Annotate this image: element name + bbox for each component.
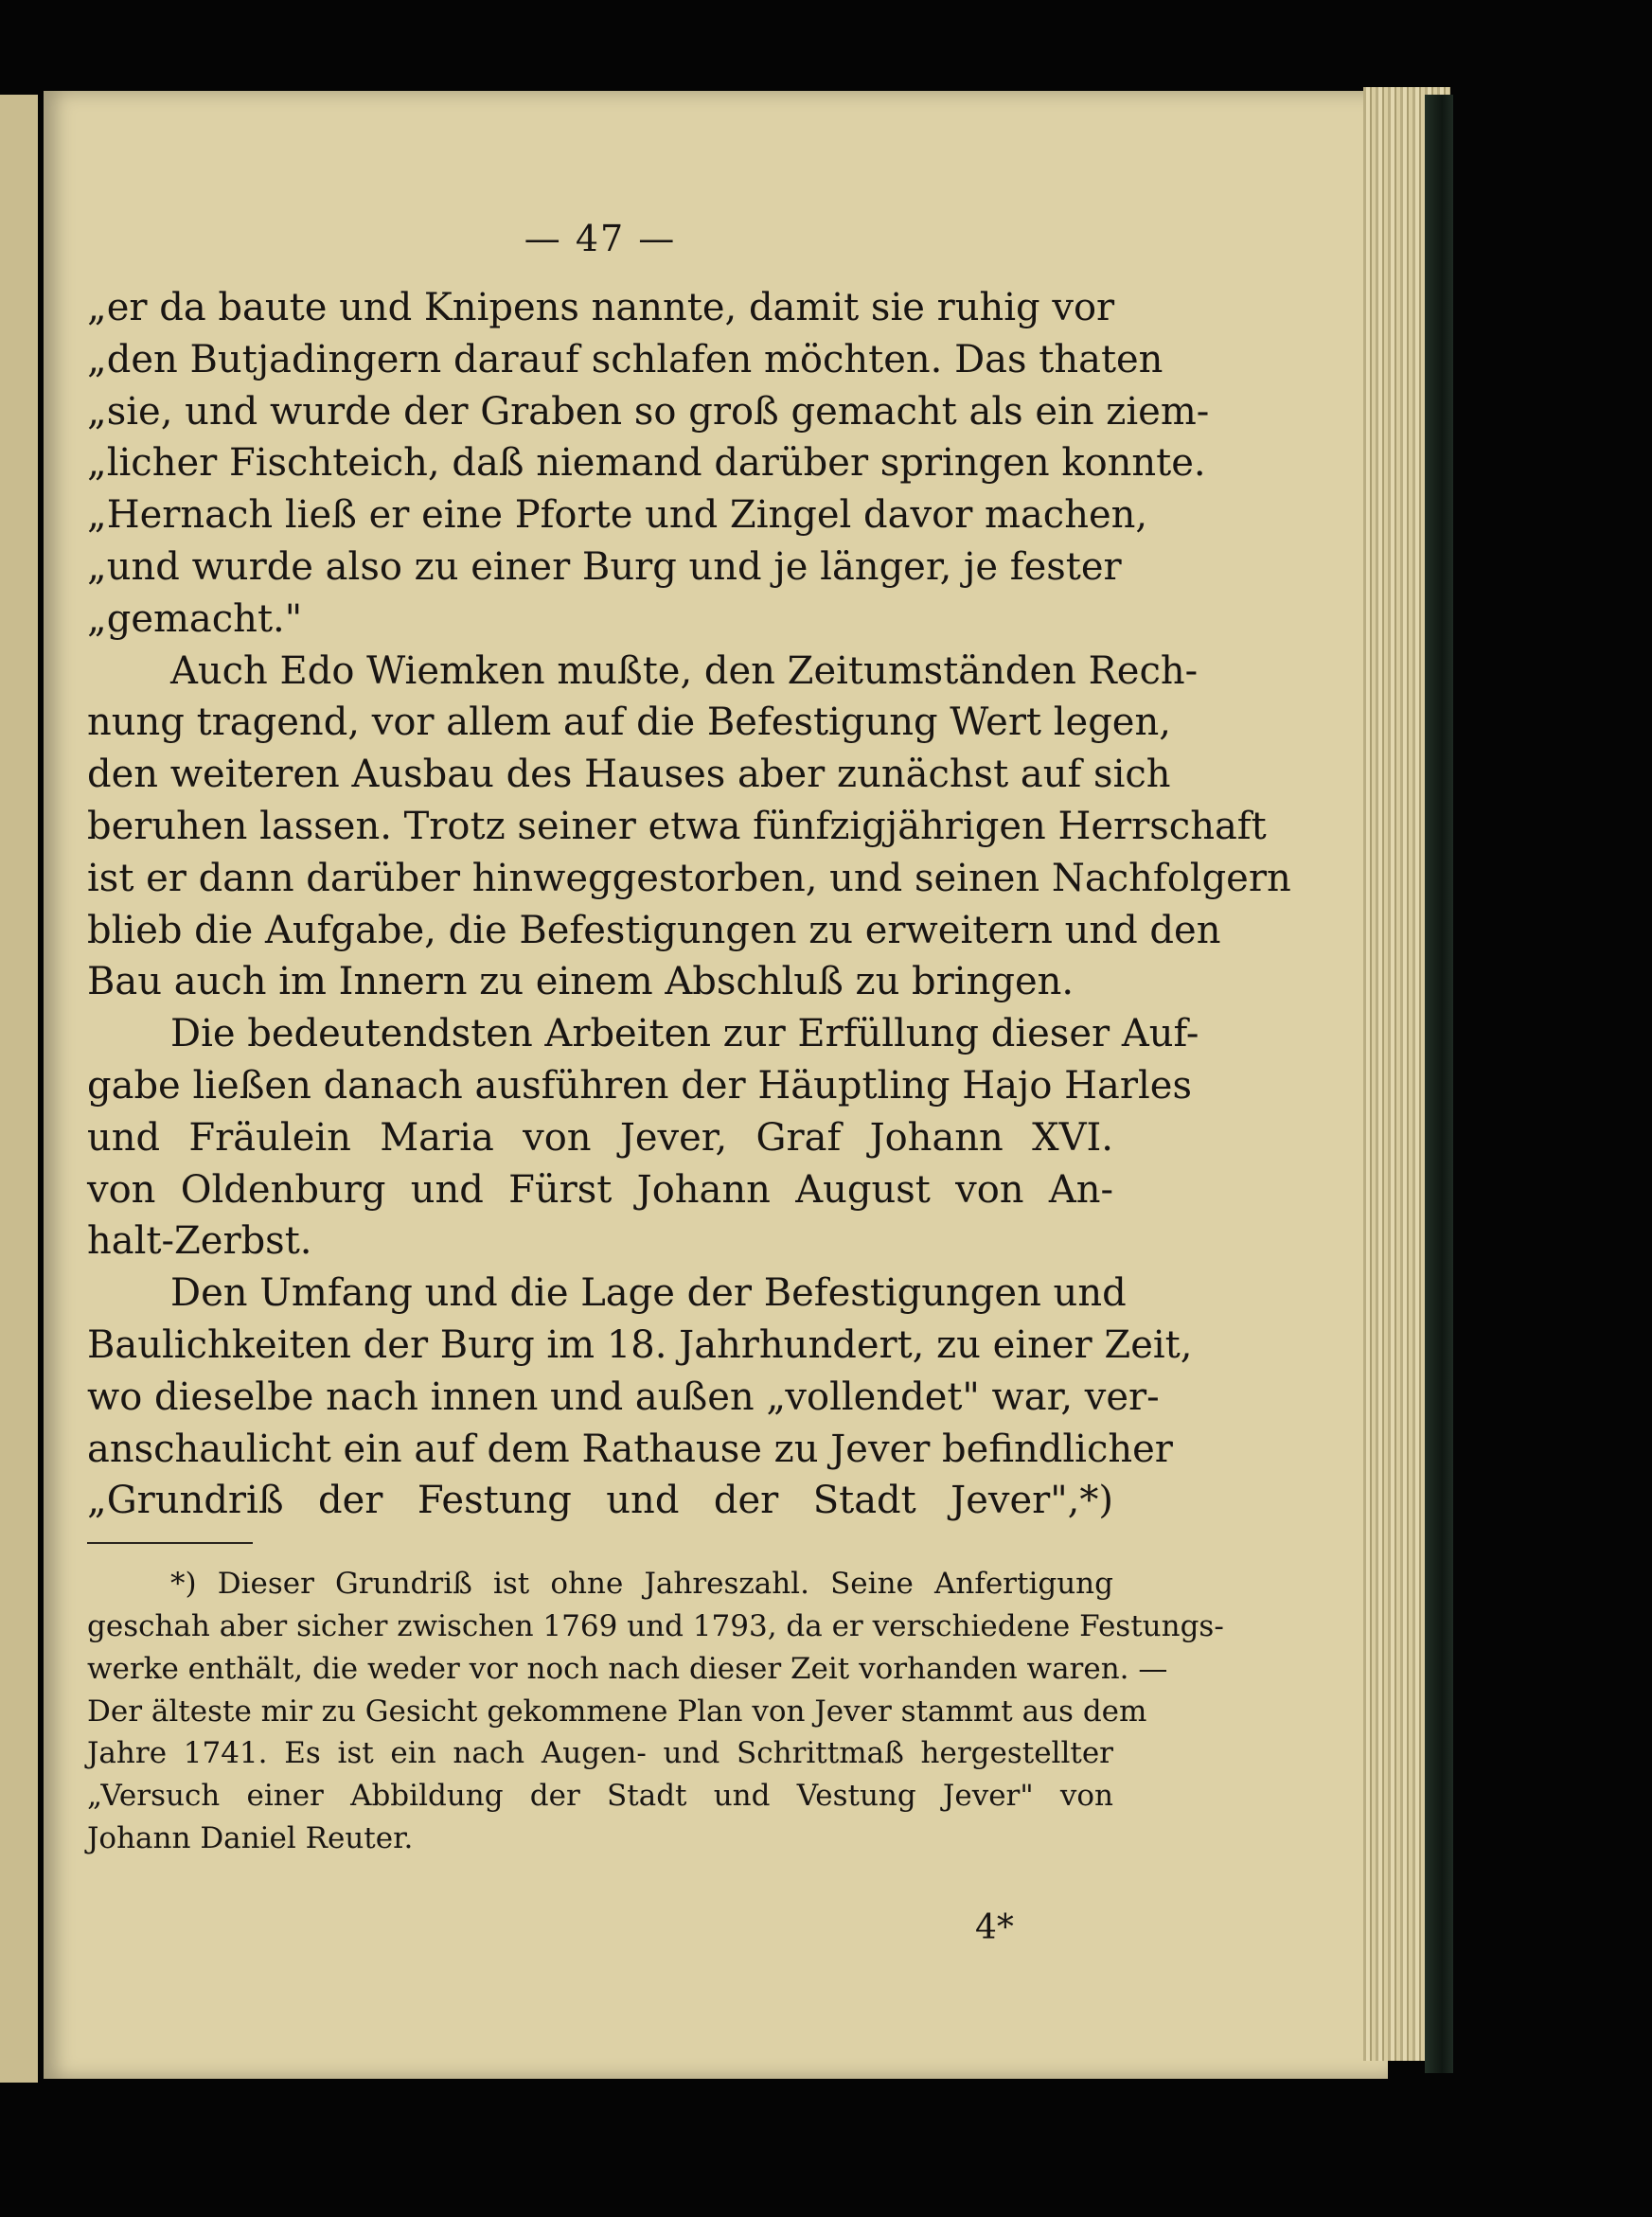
text-line: „Grundriß der Festung und der Stadt Jever",*) (87, 1479, 1113, 1523)
text-line: halt-Zerbst. (87, 1219, 312, 1264)
text-line: Die bedeutendsten Arbeiten zur Erfüllung dieser Auf- (170, 1012, 1199, 1056)
footnote-line: *) Dieser Grundriß ist ohne Jahreszahl. Seine Anfertigung (170, 1567, 1113, 1602)
text-line: „licher Fischteich, daß niemand darüber springen konnte. (87, 441, 1206, 486)
text-line: ist er dann darüber hinweggestorben, und seinen Nachfolgern (87, 856, 1291, 900)
text-line: beruhen lassen. Trotz seiner etwa fünfzigjährigen Herrschaft (87, 804, 1267, 848)
text-line: „sie, und wurde der Graben so groß gemacht als ein ziem- (87, 389, 1210, 434)
footnote-line: „Versuch einer Abbildung der Stadt und Vestung Jever" von (87, 1779, 1113, 1814)
footnote-line: Jahre 1741. Es ist ein nach Augen- und Schrittmaß hergestellter (87, 1736, 1113, 1771)
footnote-line: werke enthält, die weder vor noch nach dieser Zeit vorhanden waren. — (87, 1651, 1168, 1686)
text-line: „und wurde also zu einer Burg und je länger, je fester (87, 544, 1122, 589)
text-line: „Hernach ließ er eine Pforte und Zingel davor machen, (87, 493, 1148, 538)
footnote-line: Johann Daniel Reuter. (87, 1820, 414, 1855)
text-line: Baulichkeiten der Burg im 18. Jahrhundert, zu einer Zeit, (87, 1322, 1193, 1367)
text-line: Bau auch im Innern zu einem Abschluß zu bringen. (87, 960, 1075, 1004)
text-line: und Fräulein Maria von Jever, Graf Johann XVI. (87, 1115, 1113, 1160)
text-line: Auch Edo Wiemken mußte, den Zeitumständen Rech- (170, 648, 1199, 693)
paragraph-1 (87, 282, 1210, 646)
page-number: — 47 — (524, 218, 677, 259)
text-line: wo dieselbe nach innen und außen „vollendet" war, ver- (87, 1375, 1160, 1419)
paragraph-2 (87, 646, 1291, 1009)
text-line: blieb die Aufgabe, die Befestigungen zu erweitern und den (87, 908, 1221, 952)
signature-mark: 4* (975, 1908, 1014, 1947)
footnote-rule (87, 1542, 253, 1544)
text-line: gabe ließen danach ausführen der Häuptling Hajo Harles (87, 1063, 1192, 1108)
footnote-line: Der älteste mir zu Gesicht gekommene Plan von Jever stammt aus dem (87, 1694, 1147, 1729)
text-line: den weiteren Ausbau des Hauses aber zunächst auf sich (87, 753, 1171, 797)
page-text (87, 218, 1291, 1860)
paragraph-4 (87, 1268, 1193, 1527)
text-line: nung tragend, vor allem auf die Befestigung Wert legen, (87, 701, 1171, 745)
book-spine (1425, 95, 1453, 2073)
text-line: Den Umfang und die Lage der Befestigungen und (170, 1271, 1127, 1316)
footnote (87, 1563, 1224, 1860)
text-line: „er da baute und Knipens nannte, damit sie ruhig vor (87, 286, 1115, 329)
text-line: „den Butjadingern darauf schlafen möchten. Das thaten (87, 337, 1164, 381)
text-line: von Oldenburg und Fürst Johann August von An- (87, 1167, 1113, 1212)
footnote-line: geschah aber sicher zwischen 1769 und 1793, da er verschiedene Festungs- (87, 1608, 1224, 1643)
text-line: „gemacht." (87, 596, 303, 641)
text-line: anschaulicht ein auf dem Rathause zu Jever befindlicher (87, 1427, 1173, 1471)
left-page-edge (0, 95, 38, 2083)
paragraph-3 (87, 1008, 1199, 1268)
